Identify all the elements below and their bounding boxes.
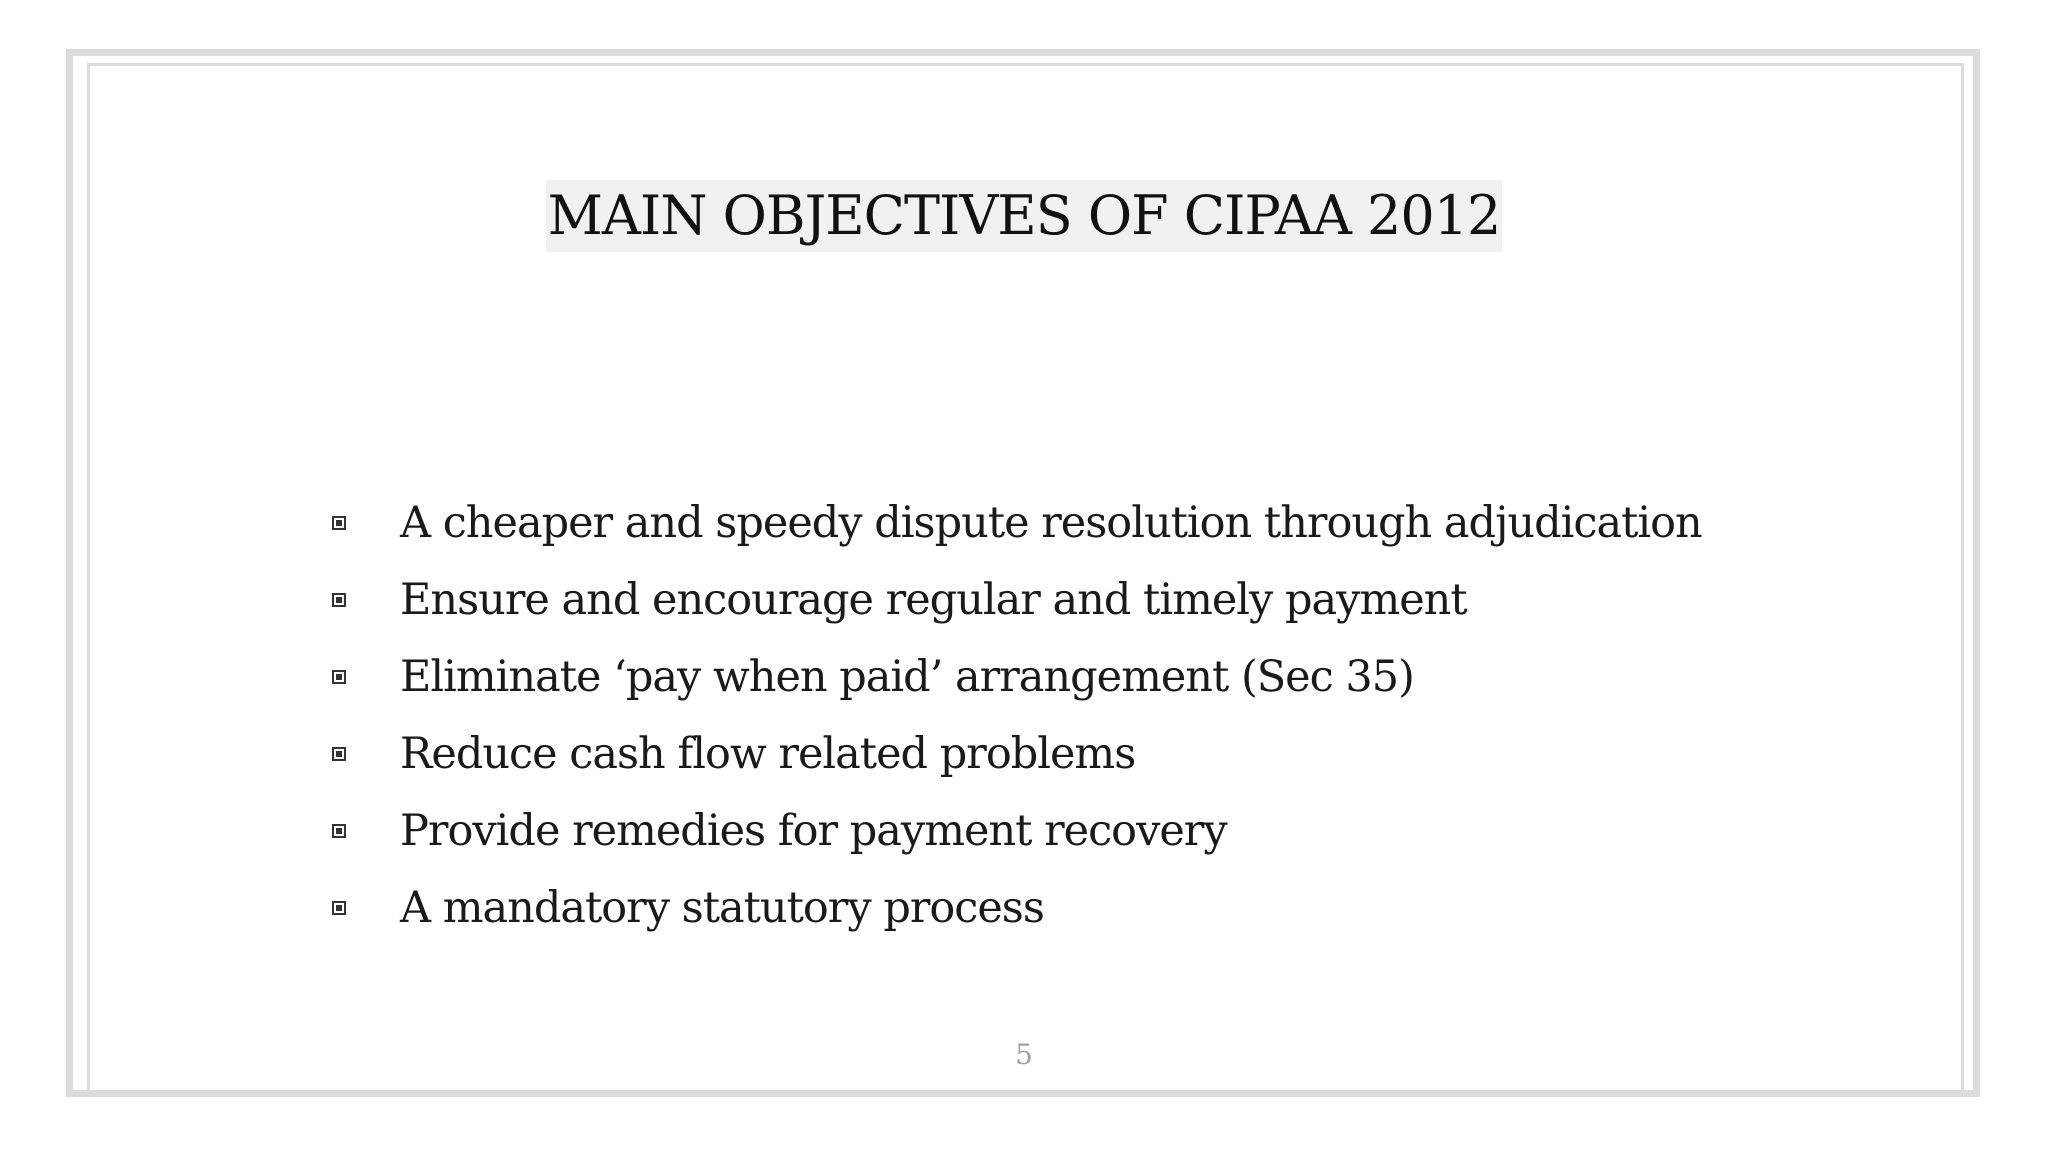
bullet-text: Eliminate ‘pay when paid’ arrangement (Sec 35) — [400, 651, 1414, 702]
bullet-item — [332, 715, 1702, 792]
bullet-item — [332, 638, 1702, 715]
title-container — [0, 180, 2048, 252]
bullet-item — [332, 561, 1702, 638]
bullet-item — [332, 869, 1702, 946]
boxed-square-bullet-icon — [332, 824, 346, 838]
bullet-text: A mandatory statutory process — [400, 882, 1044, 933]
boxed-square-bullet-icon — [332, 901, 346, 915]
bullet-item — [332, 792, 1702, 869]
boxed-square-bullet-icon — [332, 516, 346, 530]
bullet-text: Ensure and encourage regular and timely payment — [400, 574, 1467, 625]
slide-title: MAIN OBJECTIVES OF CIPAA 2012 — [546, 180, 1503, 252]
bullet-item — [332, 484, 1702, 561]
bullet-list — [332, 484, 1702, 946]
page-number: 5 — [1015, 1038, 1033, 1071]
bullet-text: Provide remedies for payment recovery — [400, 805, 1227, 856]
boxed-square-bullet-icon — [332, 593, 346, 607]
bullet-text: Reduce cash flow related problems — [400, 728, 1136, 779]
boxed-square-bullet-icon — [332, 670, 346, 684]
boxed-square-bullet-icon — [332, 747, 346, 761]
bullet-text: A cheaper and speedy dispute resolution through adjudication — [400, 497, 1702, 548]
